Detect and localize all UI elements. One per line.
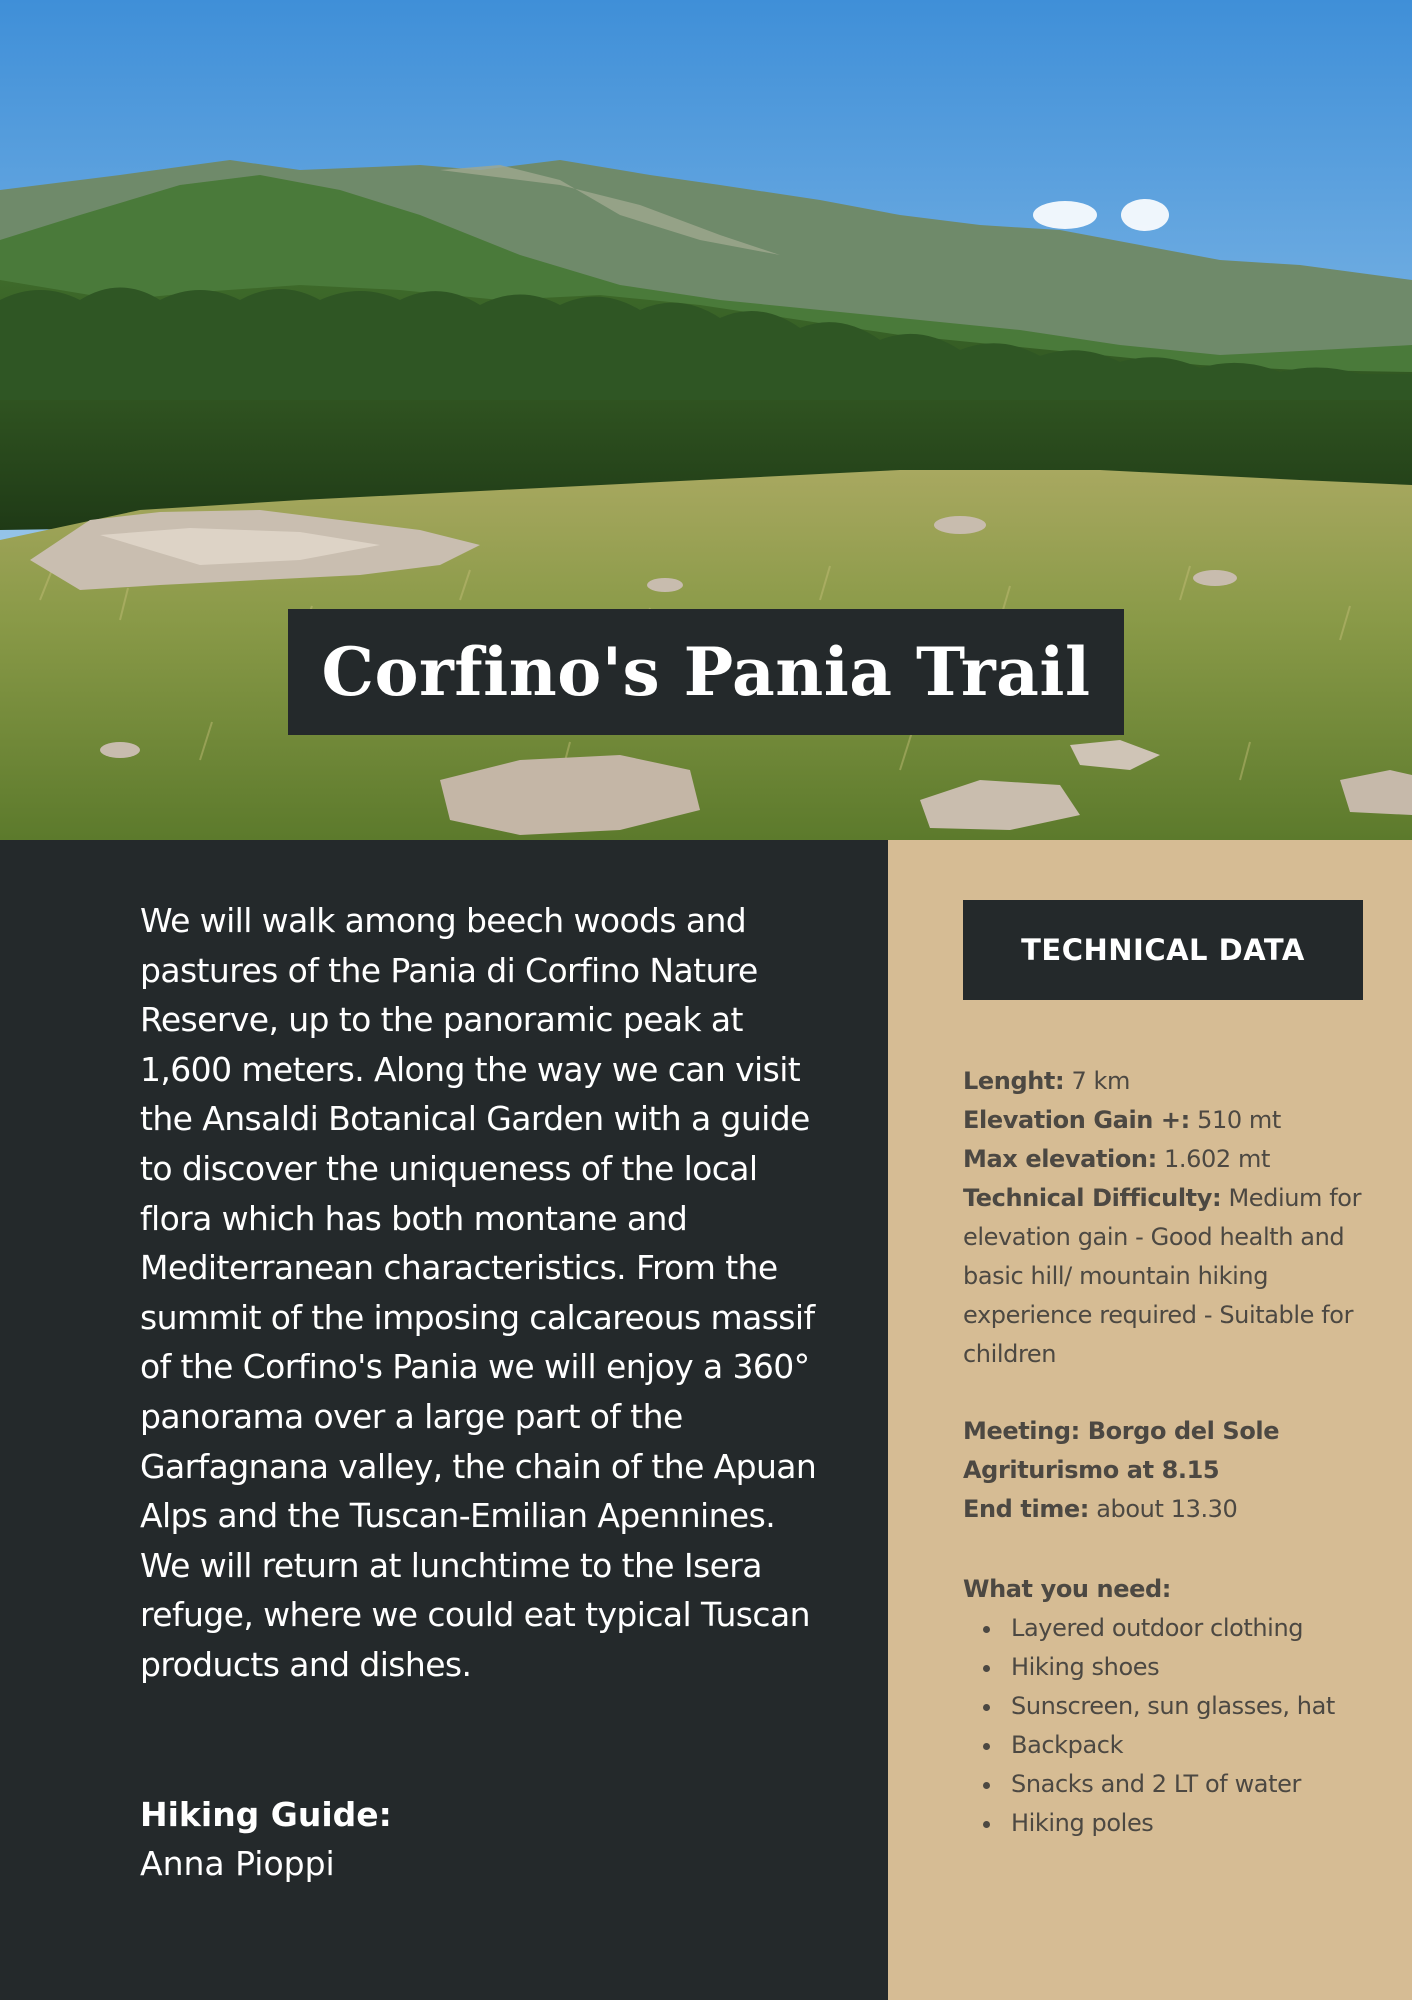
technical-data-panel [888, 840, 1412, 2000]
elevation-gain-value: 510 mt [1197, 1106, 1281, 1134]
list-item: Backpack [963, 1726, 1383, 1765]
list-item: Layered outdoor clothing [963, 1609, 1383, 1648]
difficulty-label: Technical Difficulty: [963, 1184, 1222, 1212]
guide-name: Anna Pioppi [140, 1844, 335, 1883]
trail-description: We will walk among beech woods and pastures of the Pania di Corfino Nature Reserve, up to the panoramic peak at 1,600 meters. Along the way we can visit the Ansaldi Botanical Garden with a guide to discover the uniqueness of the local flora which has both montane and Mediterranean characteristics. From the summit of the imposing calcareous massif of the Corfino's Pania we will enjoy a 360° panorama over a large part of the Garfagnana valley, the chain of the Apuan Alps and the Tuscan-Emilian Apennines. We will return at lunchtime to the Isera refuge, where we could eat typical Tuscan products and dishes. [140, 901, 817, 1684]
end-time-label: End time: [963, 1495, 1089, 1523]
end-time-value: about 13.30 [1096, 1495, 1238, 1523]
need-heading: What you need: [963, 1575, 1171, 1603]
list-item: Snacks and 2 LT of water [963, 1765, 1383, 1804]
meeting-details [963, 1412, 1373, 1529]
need-list [963, 1609, 1383, 1843]
technical-data-heading: TECHNICAL DATA [963, 900, 1363, 1000]
technical-details [963, 1062, 1373, 1374]
page-title: Corfino's Pania Trail [321, 633, 1091, 711]
description-panel [0, 840, 888, 2000]
meeting-label: Meeting: Borgo del Sole Agriturismo at 8.15 [963, 1417, 1280, 1484]
list-item: Sunscreen, sun glasses, hat [963, 1687, 1383, 1726]
length-value: 7 km [1071, 1067, 1131, 1095]
length-label: Lenght: [963, 1067, 1065, 1095]
list-item: Hiking poles [963, 1804, 1383, 1843]
list-item: Hiking shoes [963, 1648, 1383, 1687]
guide-heading: Hiking Guide: [140, 1795, 392, 1834]
hero-photo [0, 0, 1412, 840]
elevation-gain-label: Elevation Gain +: [963, 1106, 1190, 1134]
max-elevation-value: 1.602 mt [1164, 1145, 1270, 1173]
max-elevation-label: Max elevation: [963, 1145, 1157, 1173]
title-banner [288, 609, 1124, 735]
difficulty-value: Medium for elevation gain - Good health and basic hill/ mountain hiking experience required - Suitable for children [963, 1184, 1362, 1368]
